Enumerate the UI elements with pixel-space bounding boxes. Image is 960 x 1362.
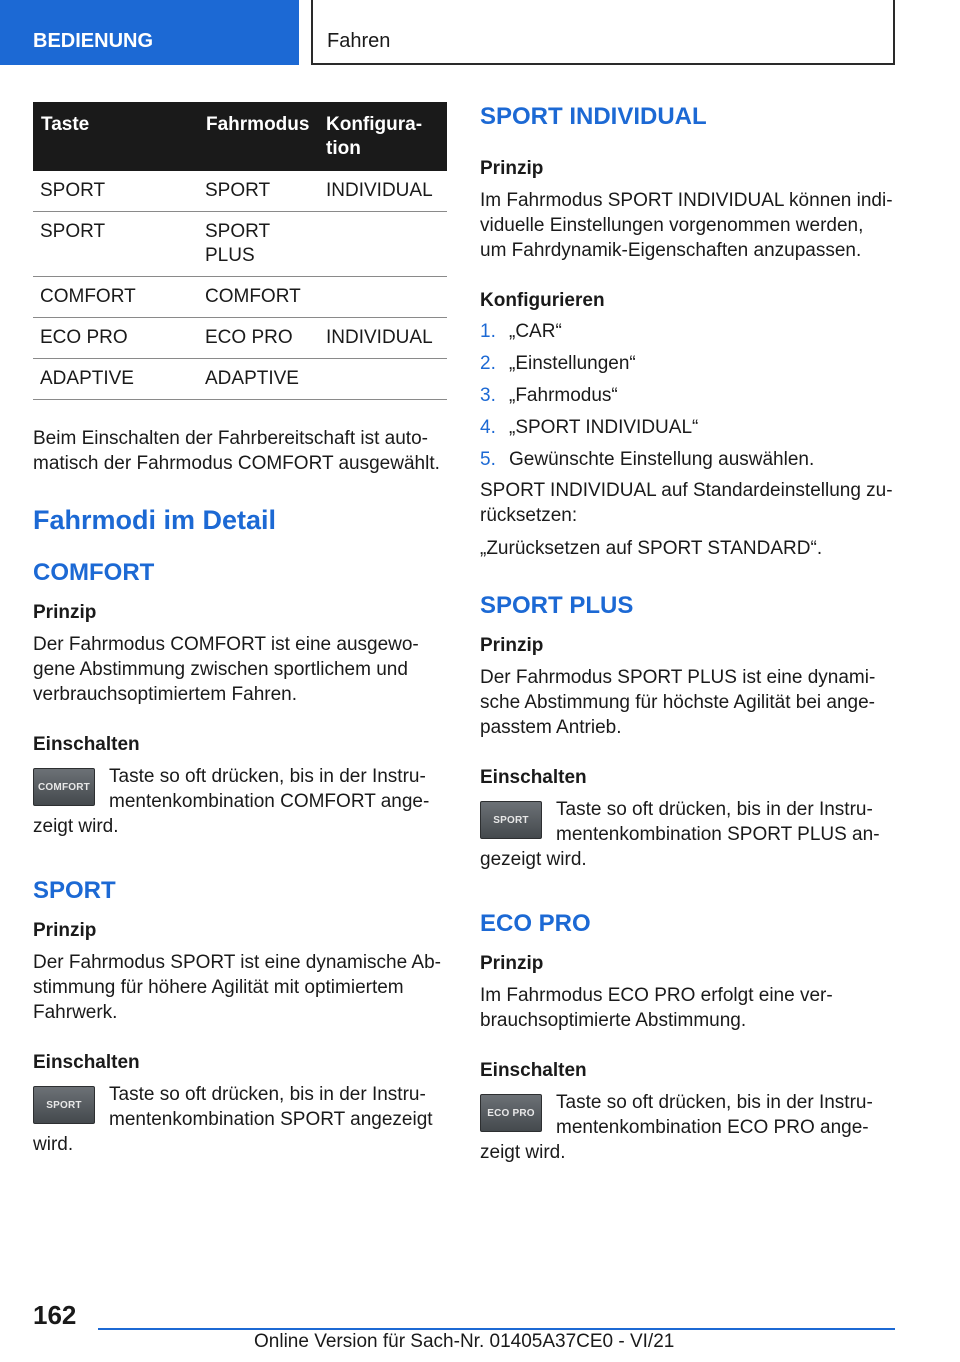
config-steps — [480, 316, 900, 476]
table-cell: COMFORT — [198, 277, 323, 318]
table-cell: SPORT — [198, 171, 323, 212]
step-number: 4. — [480, 417, 496, 438]
sport-plus-heading: SPORT PLUS — [480, 592, 634, 619]
table-cell: SPORT PLUS — [198, 212, 323, 277]
list-item — [480, 316, 900, 348]
table-row — [33, 318, 447, 359]
table-cell: ECO PRO — [198, 318, 323, 359]
step-number: 1. — [480, 321, 496, 342]
table-cell — [323, 277, 447, 318]
table-row — [33, 171, 447, 212]
table-row — [33, 359, 447, 400]
table-cell: SPORT — [33, 171, 198, 212]
step-number: 2. — [480, 353, 496, 374]
table-header: Fahrmodus — [198, 102, 323, 171]
table-cell: SPORT — [33, 212, 198, 277]
table-row — [33, 212, 447, 277]
step-number: 3. — [480, 385, 496, 406]
right-column — [480, 102, 900, 1165]
table-cell: ADAPTIVE — [33, 359, 198, 400]
sport-plus-switch-block — [480, 797, 900, 872]
eco-pro-principle-text: Im Fahrmodus ECO PRO erfolgt eine ver- brauchsoptimierte Abstimmung. — [480, 985, 833, 1031]
individual-heading: SPORT INDIVIDUAL — [480, 103, 707, 130]
sport-plus-principle-text: Der Fahrmodus SPORT PLUS ist eine dynami- sche Abstimmung für höchste Agilität bei ange- passtem Antrieb. — [480, 667, 876, 738]
individual-principle-text: Im Fahrmodus SPORT INDIVIDUAL können indi- viduelle Einstellungen vorgenommen werden, um Fahrdynamik-Eigenschaften anzupassen. — [480, 190, 893, 261]
table-cell: ADAPTIVE — [198, 359, 323, 400]
eco-pro-switch-label: Einschalten — [480, 1060, 587, 1081]
comfort-principle-label: Prinzip — [33, 602, 97, 623]
list-item — [480, 444, 900, 476]
footer-divider — [98, 1328, 895, 1330]
sport-principle-label: Prinzip — [33, 920, 97, 941]
sport-heading: SPORT — [33, 877, 116, 904]
eco-pro-heading: ECO PRO — [480, 910, 591, 937]
table-cell: INDIVIDUAL — [323, 171, 447, 212]
table-header: Konfigura- tion — [323, 102, 447, 171]
chapter-title: Fahren — [311, 0, 895, 65]
intro-text: Beim Einschalten der Fahrbereitschaft ist auto- matisch der Fahrmodus COMFORT ausgewählt. — [33, 428, 440, 474]
step-text: „SPORT INDIVIDUAL“ — [509, 417, 699, 438]
comfort-button-icon: COMFORT — [33, 768, 95, 806]
footer-version: Online Version für Sach-Nr. 01405A37CE0 - VI/21 — [254, 1331, 675, 1352]
main-heading: Fahrmodi im Detail — [33, 505, 277, 535]
sport-switch-label: Einschalten — [33, 1052, 140, 1073]
left-column — [33, 102, 447, 1157]
comfort-switch-label: Einschalten — [33, 734, 140, 755]
table-cell: COMFORT — [33, 277, 198, 318]
table-header-row — [33, 102, 447, 171]
list-item — [480, 348, 900, 380]
reset-value: „Zurücksetzen auf SPORT STANDARD“. — [480, 538, 823, 559]
table-header: Taste — [33, 102, 198, 171]
comfort-switch-block — [33, 764, 447, 839]
table-cell: ECO PRO — [33, 318, 198, 359]
list-item — [480, 412, 900, 444]
eco-pro-button-icon: ECO PRO — [480, 1094, 542, 1132]
individual-config-label: Konfigurieren — [480, 290, 605, 311]
eco-pro-principle-label: Prinzip — [480, 953, 544, 974]
table-cell — [323, 212, 447, 277]
step-text: Gewünschte Einstellung auswählen. — [509, 449, 815, 470]
reset-text: SPORT INDIVIDUAL auf Standardeinstellung zu- rücksetzen: — [480, 480, 893, 526]
individual-principle-label: Prinzip — [480, 158, 544, 179]
table-cell — [323, 359, 447, 400]
step-text: „Einstellungen“ — [509, 353, 636, 374]
table-row — [33, 277, 447, 318]
sport-plus-switch-label: Einschalten — [480, 767, 587, 788]
comfort-principle-text: Der Fahrmodus COMFORT ist eine ausgewo- gene Abstimmung zwischen sportlichem und verbrauchsoptimiertem Fahren. — [33, 634, 419, 705]
sport-principle-text: Der Fahrmodus SPORT ist eine dynamische Ab- stimmung für höhere Agilität mit optimiertem Fahrwerk. — [33, 952, 441, 1023]
list-item — [480, 380, 900, 412]
sport-switch-text: Taste so oft drücken, bis in der Instru- mentenkombination SPORT angezeigt wird. — [33, 1084, 433, 1155]
sport-plus-switch-text: Taste so oft drücken, bis in der Instru- mentenkombination SPORT PLUS an- gezeigt wird. — [480, 799, 880, 870]
sport-button-icon: SPORT — [33, 1086, 95, 1124]
step-number: 5. — [480, 449, 496, 470]
table-cell: INDIVIDUAL — [323, 318, 447, 359]
page-number: 162 — [33, 1300, 77, 1330]
sport-plus-principle-label: Prinzip — [480, 635, 544, 656]
sport-switch-block — [33, 1082, 447, 1157]
drive-mode-table — [33, 102, 447, 400]
eco-pro-switch-block — [480, 1090, 900, 1165]
step-text: „CAR“ — [509, 321, 562, 342]
eco-pro-switch-text: Taste so oft drücken, bis in der Instru- mentenkombination ECO PRO ange- zeigt wird. — [480, 1092, 873, 1163]
comfort-switch-text: Taste so oft drücken, bis in der Instru- mentenkombination COMFORT ange- zeigt wird. — [33, 766, 430, 837]
comfort-heading: COMFORT — [33, 559, 155, 586]
section-tab: BEDIENUNG — [0, 0, 299, 65]
sport-plus-button-icon: SPORT — [480, 801, 542, 839]
step-text: „Fahrmodus“ — [509, 385, 618, 406]
